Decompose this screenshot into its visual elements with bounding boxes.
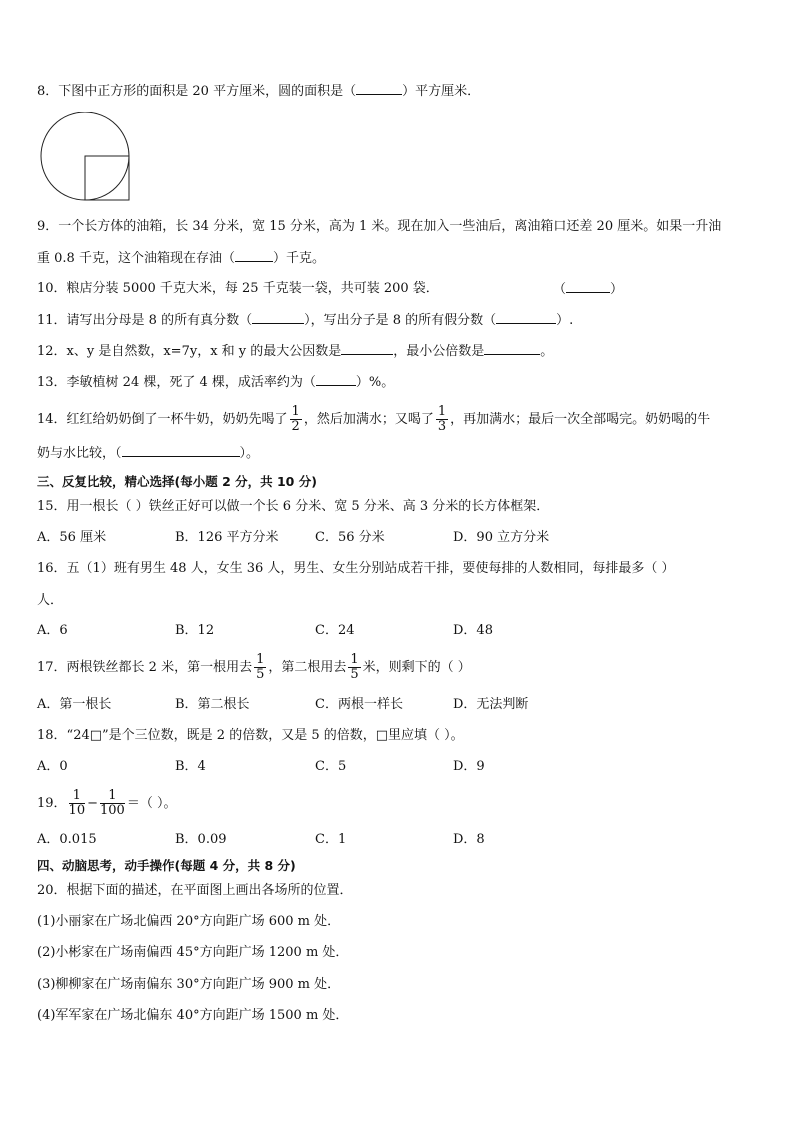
question-17-mid: ，第二根用去 [268,660,347,675]
answer-blank[interactable] [316,373,356,386]
option-b[interactable]: B．4 [175,759,206,774]
question-9-line-2 [37,249,325,268]
fraction [290,405,302,434]
fraction-denominator: 5 [256,667,265,682]
question-13-tail: ）%。 [355,375,395,390]
option-a[interactable]: A．第一根长 [37,697,112,712]
option-c[interactable]: C．1 [315,832,347,847]
option-b[interactable]: B．12 [175,623,215,638]
option-a[interactable]: A．0.015 [37,832,97,847]
option-b[interactable]: B．第二根长 [175,697,250,712]
fraction-numerator: 1 [100,789,125,804]
option-c[interactable]: C．5 [315,759,347,774]
fraction-numerator: 1 [256,652,265,667]
section-4-heading: 四、动脑思考，动手操作(每题 4 分，共 8 分) [37,858,296,873]
question-11-mid: ），写出分子是 8 的所有假分数（ [304,313,497,328]
option-d[interactable]: D．48 [453,623,493,638]
question-9-line-1: 9．一个长方体的油箱，长 34 分米，宽 15 分米，高为 1 米。现在加入一些油后，离油箱口还差 20 厘米。如果一升油 [37,219,722,234]
fraction-numerator: 1 [437,404,447,419]
question-20-item-4: (4)军军家在广场北偏东 40°方向距广场 1500 m 处． [37,1008,349,1023]
question-14-tail-2: ）。 [239,446,260,461]
fraction-denominator: 100 [100,803,125,818]
option-d[interactable]: D．90 立方分米 [453,530,550,545]
question-15: 15．用一根长（ ）铁丝正好可以做一个长 6 分米、宽 5 分米、高 3 分米的长方体框架． [37,499,550,514]
question-10 [37,280,439,298]
paren-close: ） [610,282,624,297]
question-14-line-2 [37,444,259,463]
question-17-tail: 米，则剩下的（ ） [362,660,471,675]
question-19 [37,785,176,823]
question-19-tail: ＝（ ）。 [126,796,177,811]
question-20-item-2: (2)小彬家在广场南偏西 45°方向距广场 1200 m 处． [37,945,349,960]
option-c[interactable]: C．两根一样长 [315,697,403,712]
question-14-text: 14．红红给奶奶倒了一杯牛奶，奶奶先喝了 [37,412,288,427]
option-a[interactable]: A．0 [37,759,68,774]
question-10-text: 10．粮店分装 5000 千克大米，每 25 千克装一袋，共可装 200 袋． [37,281,439,296]
answer-blank[interactable] [484,342,540,355]
minus-sign: − [87,796,98,811]
option-d[interactable]: D．8 [453,832,485,847]
question-13 [37,373,394,392]
question-16-line-2: 人． [37,593,64,608]
fraction-denominator: 2 [291,419,300,434]
question-11 [37,311,573,330]
answer-blank[interactable] [235,249,273,262]
answer-blank[interactable] [122,444,240,457]
question-14-line-1 [37,402,710,438]
fraction-numerator: 1 [350,652,359,667]
answer-blank[interactable] [356,82,402,95]
option-d[interactable]: D．无法判断 [453,697,529,712]
answer-blank[interactable] [566,280,610,293]
question-11-tail: ）. [556,313,574,328]
question-9-tail: ）千克。 [272,251,325,266]
question-20-item-1: (1)小丽家在广场北偏西 20°方向距广场 600 m 处． [37,914,341,929]
question-17-text: 17．两根铁丝都长 2 米，第一根用去 [37,660,253,675]
fraction [254,653,266,682]
question-12-mid: ，最小公倍数是 [393,344,485,359]
fraction-denominator: 10 [68,803,86,818]
option-d[interactable]: D．9 [453,759,485,774]
option-b[interactable]: B．0.09 [175,832,227,847]
circle-square-figure [40,112,136,212]
option-c[interactable]: C．56 分米 [315,530,385,545]
answer-blank[interactable] [252,311,304,324]
option-a[interactable]: A．56 厘米 [37,530,107,545]
question-14-text-2: 奶与水比较，（ [37,446,122,461]
question-20-item-3: (3)柳柳家在广场南偏东 30°方向距广场 900 m 处． [37,977,341,992]
question-8-tail: ）平方厘米． [402,84,481,99]
question-18: 18．“24□”是个三位数，既是 2 的倍数，又是 5 的倍数，□里应填（ ）。 [37,728,464,743]
question-11-text: 11．请写出分母是 8 的所有真分数（ [37,313,253,328]
fraction-numerator: 1 [291,404,300,419]
answer-blank[interactable] [341,342,393,355]
question-8-text: 8．下图中正方形的面积是 20 平方厘米，圆的面积是（ [37,84,357,99]
option-a[interactable]: A．6 [37,623,68,638]
option-b[interactable]: B．126 平方分米 [175,530,279,545]
question-16-line-1: 16．五（1）班有男生 48 人，女生 36 人，男生、女生分别站成若干排，要使每排的人数相同，每排最多（ ） [37,561,675,576]
question-17 [37,650,471,686]
question-14-mid: ，然后加满水；又喝了 [303,412,434,427]
question-14-tail: ，再加满水；最后一次全部喝完。奶奶喝的牛 [450,412,711,427]
fraction-denominator: 5 [350,667,359,682]
question-10-answer [553,280,623,299]
question-19-label: 19． [37,796,67,811]
question-20: 20．根据下面的描述，在平面图上画出各场所的位置． [37,883,353,898]
option-c[interactable]: C．24 [315,623,355,638]
question-12 [37,342,553,361]
paren-open: （ [553,282,567,297]
fraction-denominator: 3 [437,419,447,434]
question-12-tail: 。 [540,344,554,359]
question-12-text: 12．x、y 是自然数，x=7y，x 和 y 的最大公因数是 [37,344,342,359]
fraction [100,789,125,818]
fraction [436,405,448,434]
fraction [69,789,86,818]
answer-blank[interactable] [496,311,556,324]
fraction-numerator: 1 [69,789,86,804]
question-13-text: 13．李敏植树 24 棵，死了 4 棵，成活率约为（ [37,375,316,390]
fraction [348,653,360,682]
question-9-text: 重 0.8 千克，这个油箱现在存油（ [37,251,235,266]
section-3-heading: 三、反复比较，精心选择(每小题 2 分，共 10 分) [37,474,317,489]
question-8 [37,82,480,101]
